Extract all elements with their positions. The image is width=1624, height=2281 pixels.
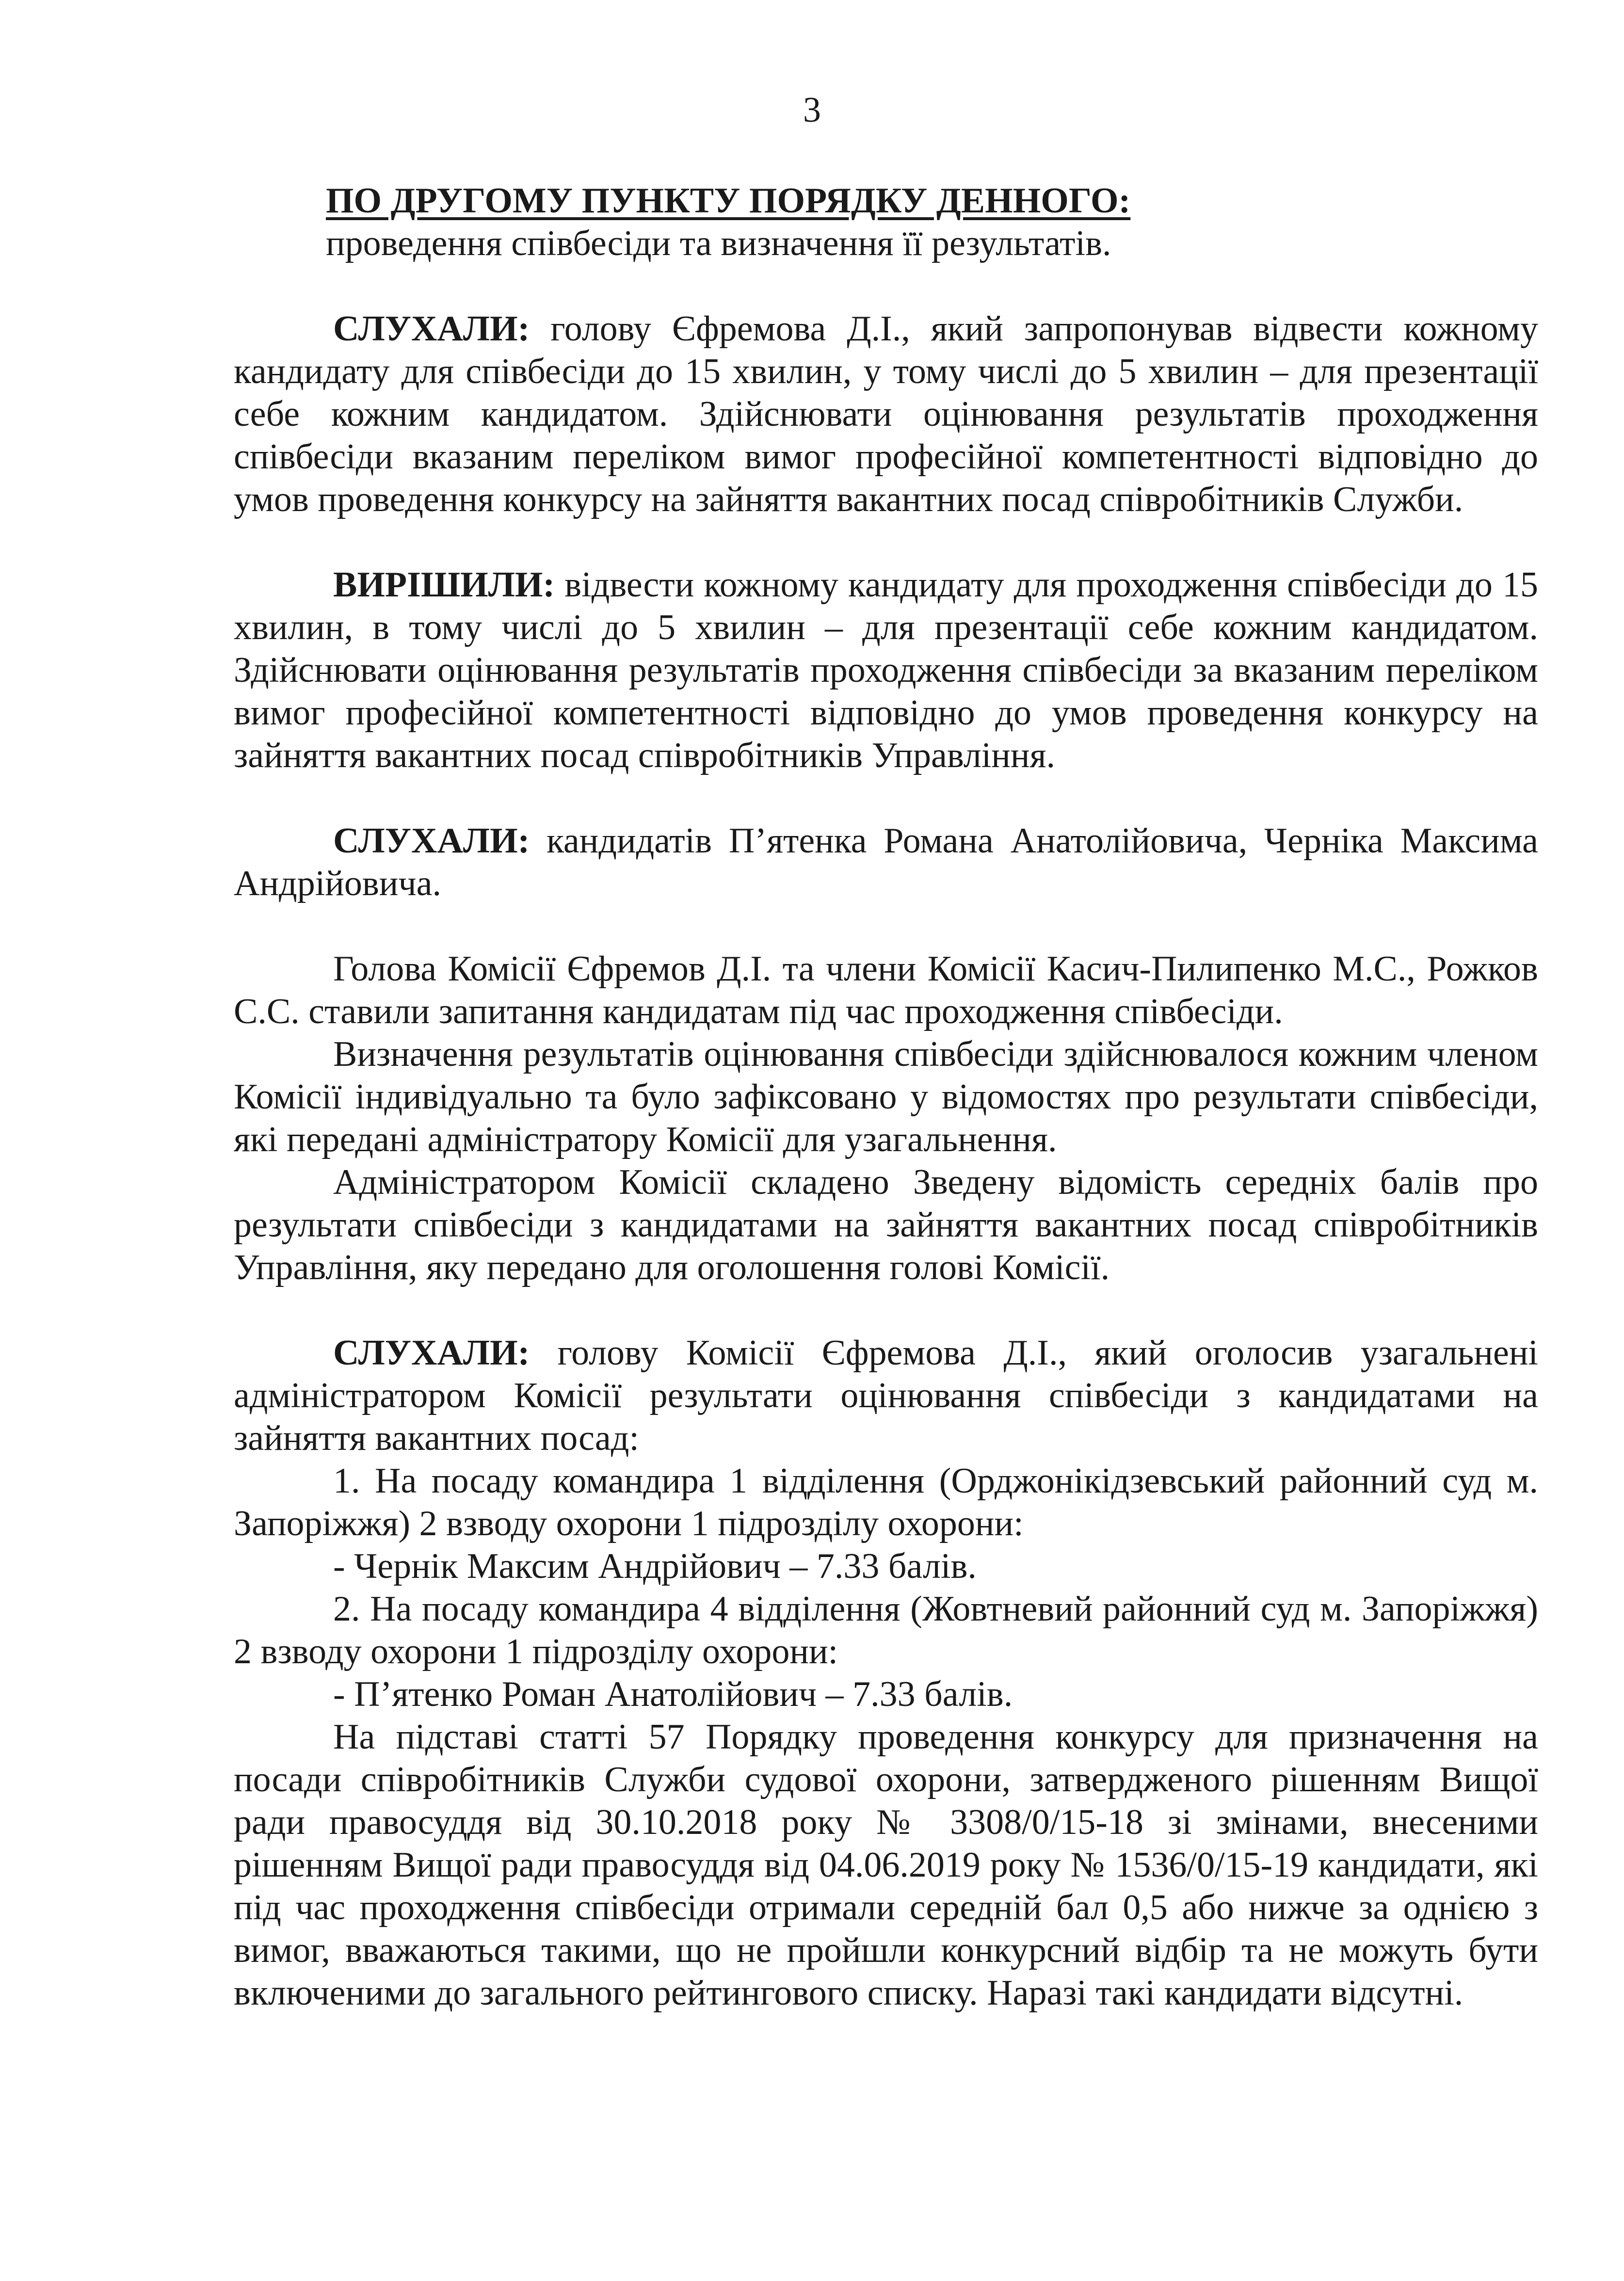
heard-paragraph-3 xyxy=(234,1332,1538,1460)
heard-paragraph-1 xyxy=(234,307,1538,521)
questions-paragraph: Голова Комісії Єфремов Д.І. та члени Комісії Касич-Пилипенко М.С., Рожков С.С. ставили запитання кандидатам під час проходження співбесіди. xyxy=(234,949,1538,1031)
decided-paragraph xyxy=(234,563,1538,777)
heard-label: СЛУХАЛИ: xyxy=(333,821,530,861)
heard-text: кандидатів П’ятенка Романа Анатолійовича, Черніка Максима Андрійовича. xyxy=(234,821,1538,903)
heard-paragraph-2 xyxy=(234,819,1538,905)
heard-label: СЛУХАЛИ: xyxy=(333,1333,530,1373)
agenda-subtitle: проведення співбесіди та визначення її результатів. xyxy=(326,224,1111,263)
document-body xyxy=(234,179,1538,2014)
legal-basis-paragraph: На підставі статті 57 Порядку проведення конкурсу для призначення на посади співробітників Служби судової охорони, затвердженого рішенням Вищої ради правосуддя від 30.10.2018 року № 3308/0/15-18 зі змінами, внесеними рішенням Вищої ради правосуддя від 04.06.2019 року № 1536/0/15-19 кандидати, які під час проходження співбесіди отримали середній бал 0,5 або нижче за однією з вимог, вважаються такими, що не пройшли конкурсний відбір та не можуть бути включеними до загального рейтингового списку. Наразі такі кандидати відсутні. xyxy=(234,1717,1538,2013)
position-item-1: 1. На посаду командира 1 відділення (Орджонікідзевський районний суд м. Запоріжжя) 2 взводу охорони 1 підрозділу охорони: xyxy=(234,1461,1538,1543)
agenda-heading: ПО ДРУГОМУ ПУНКТУ ПОРЯДКУ ДЕННОГО: xyxy=(326,181,1131,221)
decided-text: відвести кожному кандидату для проходження співбесіди до 15 хвилин, в тому числі до 5 хвилин – для презентації себе кожним кандидатом. Здійснювати оцінювання результатів проходження співбесіди за вказаним переліком вимог професійної компетентності відповідно до умов проведення конкурсу на зайняття вакантних посад співробітників Управління. xyxy=(234,565,1538,775)
decided-label: ВИРІШИЛИ: xyxy=(333,565,555,605)
heard-label: СЛУХАЛИ: xyxy=(333,309,530,349)
summary-paragraph: Адміністратором Комісії складено Зведену відомість середніх балів про результати співбесіди з кандидатами на зайняття вакантних посад співробітників Управління, яку передано для оголошення голові Комісії. xyxy=(234,1162,1538,1287)
page-number: 3 xyxy=(803,90,821,130)
candidate-result-1: - Чернік Максим Андрійович – 7.33 балів. xyxy=(333,1546,977,1586)
heard-text: голову Єфремова Д.І., який запропонував відвести кожному кандидату для співбесіди до 15 хвилин, у тому числі до 5 хвилин – для презентації себе кожним кандидатом. Здійснювати оцінювання результатів проходження співбесіди вказаним переліком вимог професійної компетентності відповідно до умов проведення конкурсу на зайняття вакантних посад співробітників Служби. xyxy=(234,309,1538,519)
evaluation-paragraph: Визначення результатів оцінювання співбесіди здійснювалося кожним членом Комісії індивідуально та було зафіксовано у відомостях про результати співбесіди, які передані адміністратору Комісії для узагальнення. xyxy=(234,1034,1538,1159)
heard-text: голову Комісії Єфремова Д.І., який оголосив узагальнені адміністратором Комісії результати оцінювання співбесіди з кандидатами на зайняття вакантних посад: xyxy=(234,1333,1538,1458)
position-item-2: 2. На посаду командира 4 відділення (Жовтневий районний суд м. Запоріжжя) 2 взводу охорони 1 підрозділу охорони: xyxy=(234,1589,1538,1671)
candidate-result-2: - П’ятенко Роман Анатолійович – 7.33 балів. xyxy=(333,1674,1013,1714)
